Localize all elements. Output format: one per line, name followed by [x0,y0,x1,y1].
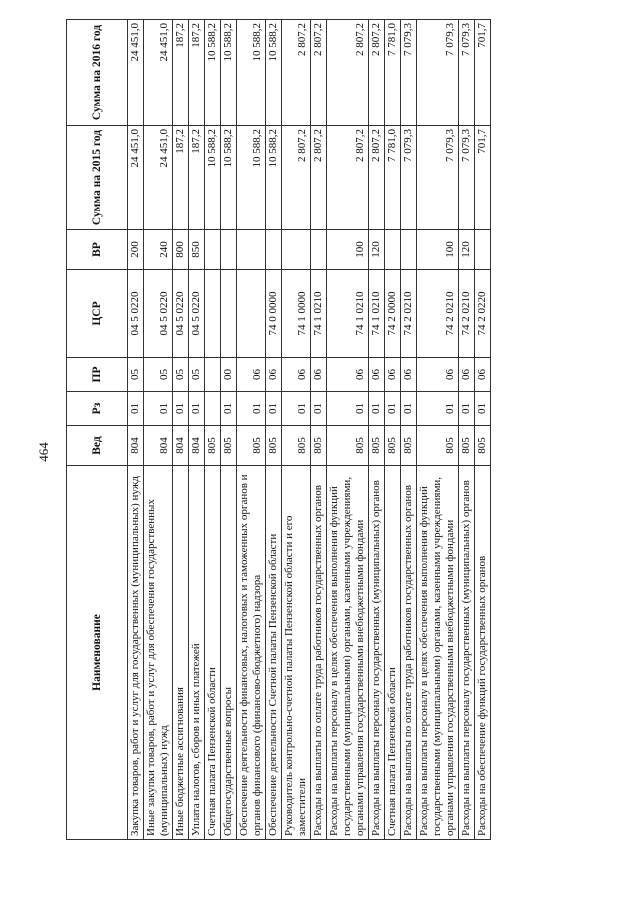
row-csr: 04 5 0220 [189,270,205,358]
row-name: Обеспечение деятельности финансовых, налоговых и таможенных органов и органов финансового (финансово-бюджетного) надзора [237,466,266,840]
header-name: Наименование [67,466,128,840]
row-csr [221,270,237,358]
table-row [417,20,459,840]
row-rz: 01 [369,392,385,426]
row-pr: 06 [417,358,459,392]
row-vr: 850 [189,230,205,270]
table-row [459,20,475,840]
header-rz: Рз [67,392,128,426]
row-sum-2015: 10 588,2 [221,126,237,230]
header-csr: ЦСР [67,270,128,358]
row-name: Уплата налогов, сборов и иных платежей [189,466,205,840]
row-vr: 240 [144,230,173,270]
row-name: Иные закупки товаров, работ и услуг для обеспечения государственных (муниципальных) нужд [144,466,173,840]
budget-table [66,19,491,840]
row-sum-2016: 701,7 [475,20,491,126]
row-sum-2015: 24 451,0 [128,126,144,230]
header-sum-2015: Сумма на 2015 год [67,126,128,230]
row-rz: 01 [417,392,459,426]
row-sum-2016: 10 588,2 [205,20,221,126]
row-pr: 06 [475,358,491,392]
row-name: Расходы на выплаты персоналу в целях обеспечения выполнения функций государственными (муниципальными) органами, казенными учреждениями, органами управления государственными внебюджетными фондами [417,466,459,840]
row-sum-2016: 2 807,2 [327,20,369,126]
row-name: Расходы на выплаты по оплате труда работников государственных органов [401,466,417,840]
row-vr [282,230,311,270]
row-csr [237,270,266,358]
row-csr: 74 2 0000 [385,270,401,358]
row-sum-2016: 2 807,2 [369,20,385,126]
row-rz: 01 [282,392,311,426]
row-rz: 01 [221,392,237,426]
header-pr: ПР [67,358,128,392]
row-rz: 01 [475,392,491,426]
row-sum-2016: 10 588,2 [221,20,237,126]
row-sum-2016: 7 781,0 [385,20,401,126]
header-vr: ВР [67,230,128,270]
row-vr: 200 [128,230,144,270]
row-sum-2015: 7 079,3 [401,126,417,230]
row-sum-2015: 7 781,0 [385,126,401,230]
row-pr: 06 [459,358,475,392]
row-ved: 804 [173,426,189,466]
row-pr [205,358,221,392]
row-ved: 805 [385,426,401,466]
row-sum-2015: 2 807,2 [282,126,311,230]
row-vr [205,230,221,270]
row-name: Расходы на выплаты персоналу в целях обеспечения выполнения функций государственными (муниципальными) органами, казенными учреждениями, органами управления государственными внебюджетными фондами [327,466,369,840]
row-pr: 06 [401,358,417,392]
row-ved: 804 [189,426,205,466]
row-sum-2015: 701,7 [475,126,491,230]
table-row [401,20,417,840]
row-rz [205,392,221,426]
row-name: Счетная палата Пензенской области [205,466,221,840]
row-vr [385,230,401,270]
row-pr: 06 [369,358,385,392]
row-rz: 01 [327,392,369,426]
row-csr: 74 0 0000 [266,270,282,358]
row-sum-2016: 24 451,0 [128,20,144,126]
table-row [205,20,221,840]
row-ved: 805 [221,426,237,466]
table-row [266,20,282,840]
row-sum-2016: 24 451,0 [144,20,173,126]
row-rz: 01 [144,392,173,426]
row-csr [205,270,221,358]
table-row [311,20,327,840]
row-csr: 04 5 0220 [144,270,173,358]
row-ved: 804 [144,426,173,466]
row-sum-2015: 2 807,2 [369,126,385,230]
row-vr [221,230,237,270]
row-csr: 74 1 0210 [311,270,327,358]
row-ved: 805 [205,426,221,466]
row-ved: 805 [369,426,385,466]
table-row [144,20,173,840]
row-vr: 120 [459,230,475,270]
row-vr [237,230,266,270]
row-rz: 01 [237,392,266,426]
row-sum-2015: 7 079,3 [417,126,459,230]
row-ved: 804 [128,426,144,466]
row-name: Закупка товаров, работ и услуг для государственных (муниципальных) нужд [128,466,144,840]
row-pr: 06 [311,358,327,392]
row-name: Расходы на выплаты по оплате труда работников государственных органов [311,466,327,840]
row-rz: 01 [173,392,189,426]
row-csr: 74 1 0000 [282,270,311,358]
row-sum-2015: 10 588,2 [205,126,221,230]
row-sum-2015: 10 588,2 [266,126,282,230]
row-sum-2015: 2 807,2 [327,126,369,230]
table-row [221,20,237,840]
row-sum-2015: 10 588,2 [237,126,266,230]
rotated-page [66,20,614,840]
row-vr: 800 [173,230,189,270]
row-pr: 06 [385,358,401,392]
row-csr: 74 2 0210 [401,270,417,358]
header-ved: Вед [67,426,128,466]
row-ved: 805 [266,426,282,466]
row-ved: 805 [459,426,475,466]
row-rz: 01 [459,392,475,426]
table-row [173,20,189,840]
row-vr [311,230,327,270]
row-rz: 01 [401,392,417,426]
row-csr: 74 1 0210 [327,270,369,358]
row-ved: 805 [401,426,417,466]
row-name: Расходы на обеспечение функций государственных органов [475,466,491,840]
row-name: Общегосударственные вопросы [221,466,237,840]
row-pr: 06 [282,358,311,392]
row-sum-2015: 7 079,3 [459,126,475,230]
row-csr: 74 2 0210 [417,270,459,358]
row-vr [401,230,417,270]
table-row [282,20,311,840]
row-rz: 01 [189,392,205,426]
row-ved: 805 [237,426,266,466]
row-vr: 120 [369,230,385,270]
row-sum-2016: 7 079,3 [417,20,459,126]
row-pr: 06 [237,358,266,392]
row-pr: 00 [221,358,237,392]
header-sum-2016: Сумма на 2016 год [67,20,128,126]
row-name: Обеспечение деятельности Счетной палаты Пензенской области [266,466,282,840]
row-csr: 74 2 0210 [459,270,475,358]
row-pr: 05 [128,358,144,392]
row-ved: 805 [311,426,327,466]
row-sum-2016: 2 807,2 [282,20,311,126]
row-sum-2016: 187,2 [173,20,189,126]
table-row [475,20,491,840]
row-csr: 74 1 0210 [369,270,385,358]
row-name: Расходы на выплаты персоналу государственных (муниципальных) органов [459,466,475,840]
row-pr: 05 [173,358,189,392]
row-ved: 805 [327,426,369,466]
row-sum-2016: 7 079,3 [459,20,475,126]
row-pr: 05 [144,358,173,392]
table-row [128,20,144,840]
row-vr: 100 [327,230,369,270]
table-row [189,20,205,840]
row-pr: 05 [189,358,205,392]
table-header-row [67,20,128,840]
row-name: Расходы на выплаты персоналу государственных (муниципальных) органов [369,466,385,840]
row-vr [266,230,282,270]
page-number: 464 [36,442,51,462]
row-sum-2016: 2 807,2 [311,20,327,126]
table-row [369,20,385,840]
row-ved: 805 [282,426,311,466]
row-sum-2015: 187,2 [173,126,189,230]
row-csr: 04 5 0220 [173,270,189,358]
row-sum-2016: 10 588,2 [237,20,266,126]
row-rz: 01 [385,392,401,426]
row-vr: 100 [417,230,459,270]
row-name: Счетная палата Пензенской области [385,466,401,840]
row-sum-2016: 10 588,2 [266,20,282,126]
table-row [385,20,401,840]
row-name: Руководитель контрольно-счетной палаты Пензенской области и его заместители [282,466,311,840]
table-row [327,20,369,840]
table-row [237,20,266,840]
row-sum-2016: 7 079,3 [401,20,417,126]
row-pr: 06 [266,358,282,392]
row-sum-2015: 2 807,2 [311,126,327,230]
row-ved: 805 [475,426,491,466]
row-pr: 06 [327,358,369,392]
row-vr [475,230,491,270]
row-rz: 01 [266,392,282,426]
row-sum-2015: 24 451,0 [144,126,173,230]
row-csr: 74 2 0220 [475,270,491,358]
row-csr: 04 5 0220 [128,270,144,358]
row-sum-2016: 187,2 [189,20,205,126]
row-rz: 01 [311,392,327,426]
row-rz: 01 [128,392,144,426]
row-name: Иные бюджетные ассигнования [173,466,189,840]
row-sum-2015: 187,2 [189,126,205,230]
row-ved: 805 [417,426,459,466]
